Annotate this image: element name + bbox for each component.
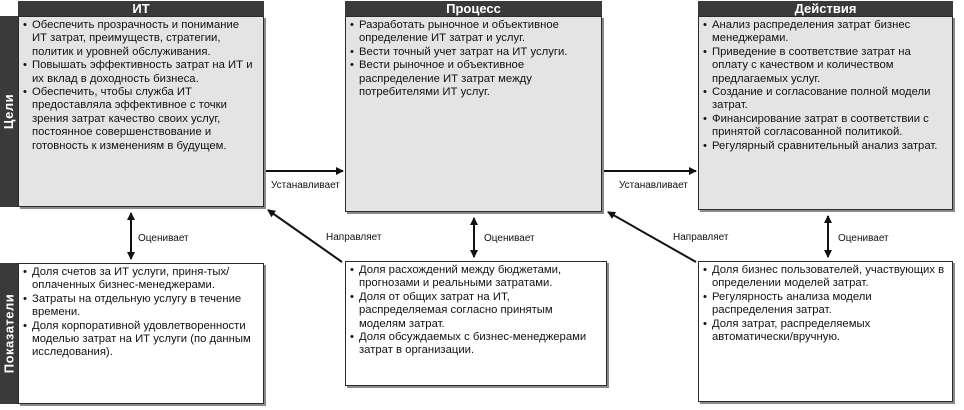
column-header-it: ИТ (18, 1, 264, 16)
metric-item: • Доля бизнес пользователей, участвующих в определении моделей затрат. (703, 264, 946, 291)
label-sets-1: Устанавливает (271, 180, 340, 191)
label-evaluates-2: Оценивает (484, 233, 535, 244)
metric-item: • Доля счетов за ИТ услуги, приня-тых/оплаченных бизнес-менеджерами. (23, 266, 257, 293)
goal-item: • Регулярный сравнительный анализ затрат. (703, 140, 946, 153)
column-header-process: Процесс (345, 1, 602, 16)
label-directs-1: Направляет (326, 232, 382, 243)
goal-item: • Вести точный учет затрат на ИТ услуги. (350, 46, 595, 59)
goal-item: • Создание и согласование полной модели затрат. (703, 86, 946, 113)
goal-item: • Обеспечить прозрачность и понимание ИТ затрат, преимуществ, стратегии, политик и уровней обслуживания. (23, 19, 257, 59)
metric-item: • Доля обсуждаемых с бизнес-менеджерами затрат в организации. (350, 331, 600, 358)
goal-item: • Повышать эффективность затрат на ИТ и их вклад в доходность бизнеса. (23, 59, 257, 86)
goal-item: • Обеспечить, чтобы служба ИТ предоставляла эффективное с точки зрения затрат качество своих услуг, постоянное совершенствование и готовность к изменениям в будущем. (23, 86, 257, 153)
goal-item: • Финансирование затрат в соответствии с принятой согласованной политикой. (703, 113, 946, 140)
metric-item: • Регулярность анализа модели распределения затрат. (703, 291, 946, 318)
goal-item: • Приведение в соответствие затрат на оплату с качеством и количеством предлагаемых услуг. (703, 46, 946, 86)
metric-item: • Доля затрат, распределяемых автоматически/вручную. (703, 318, 946, 345)
label-evaluates-1: Оценивает (138, 233, 189, 244)
metric-item: • Доля корпоративной удовлетворенности моделью затрат на ИТ услуги (по данным исследования). (23, 320, 257, 360)
label-sets-2: Устанавливает (619, 180, 688, 191)
metric-item: • Затраты на отдельную услугу в течение времени. (23, 293, 257, 320)
label-directs-2: Направляет (673, 232, 729, 243)
metric-item: • Доля от общих затрат на ИТ, распределяемая согласно принятым моделям затрат. (350, 291, 600, 331)
row-label-metrics-text: Показатели (1, 293, 17, 374)
goal-item: • Анализ распределения затрат бизнес менеджерами. (703, 19, 946, 46)
metric-item: • Доля расхождений между бюджетами, прогнозами и реальными затратами. (350, 264, 600, 291)
goal-item: • Вести рыночное и объективное распределение ИТ затрат между потребителями ИТ услуг. (350, 59, 595, 99)
row-label-goals-text: Цели (1, 93, 17, 130)
column-header-actions: Действия (698, 1, 953, 16)
label-evaluates-3: Оценивает (838, 233, 889, 244)
goal-item: • Разработать рыночное и объективное определение ИТ затрат и услуг. (350, 19, 595, 46)
